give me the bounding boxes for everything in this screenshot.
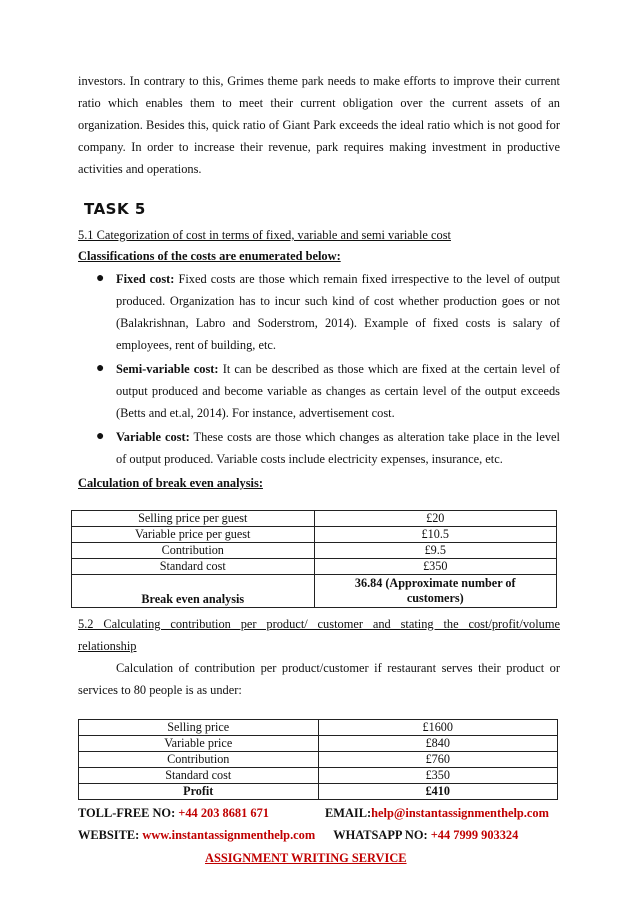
bullet-term: Variable cost:: [116, 430, 190, 444]
table-cell: £350: [314, 559, 557, 575]
tollfree-number-link[interactable]: +44 203 8681 671: [178, 806, 269, 820]
table-cell: £760: [318, 752, 558, 768]
break-even-table: [71, 510, 557, 608]
table-row: [79, 784, 558, 800]
whatsapp-label: WHATSAPP NO:: [333, 828, 431, 842]
bullet-icon: ●: [96, 361, 105, 376]
website-link[interactable]: www.instantassignmenthelp.com: [142, 828, 316, 842]
cost-classification-list: [78, 268, 560, 472]
table-row: [72, 527, 557, 543]
list-item: [78, 358, 560, 424]
table-row: [72, 559, 557, 575]
task-title: TASK 5: [84, 200, 146, 218]
table-cell: Variable price per guest: [72, 527, 315, 543]
bullet-text: It can be described as those which are fixed at the certain level of output produced and become variable as changes as certain level of the output exceeds (Betts and et.al, 2014). For instance, advertisement cost.: [116, 362, 561, 420]
table-cell: £20: [314, 511, 557, 527]
break-even-heading: Calculation of break even analysis:: [78, 476, 263, 490]
bullet-icon: ●: [96, 271, 105, 286]
table-cell: Contribution: [79, 752, 319, 768]
footer-service-title: ASSIGNMENT WRITING SERVICE: [205, 851, 407, 865]
table-row: [72, 543, 557, 559]
table-cell: £350: [318, 768, 558, 784]
table-cell: £9.5: [314, 543, 557, 559]
table-row: [72, 575, 557, 608]
website-label: WEBSITE:: [78, 828, 143, 842]
table-cell: Contribution: [72, 543, 315, 559]
bullet-term: Semi-variable cost:: [116, 362, 219, 376]
bullet-text: Fixed costs are those which remain fixed irrespective to the level of output produced. Organization has to incur such kind of cost whether production goes or not (Balakrishnan, Labro and Soderstrom, 2014). Example of fixed costs is salary of employees, rent of building, etc.: [116, 272, 560, 352]
table-cell: Profit: [79, 784, 319, 800]
tollfree-label: TOLL-FREE NO:: [78, 806, 179, 820]
bullet-text: These costs are those which changes as alteration take place in the level of output produced. Variable costs include electricity expenses, insurance, etc.: [116, 430, 561, 466]
whatsapp-number-link[interactable]: +44 7999 903324: [430, 828, 519, 842]
table-cell: £1600: [318, 720, 558, 736]
table-cell: Standard cost: [72, 559, 315, 575]
table-cell: Selling price: [79, 720, 319, 736]
table-row: [72, 511, 557, 527]
list-item: [78, 426, 560, 470]
classifications-heading: Classifications of the costs are enumerated below:: [78, 249, 341, 263]
list-item: [78, 268, 560, 356]
table-cell: Selling price per guest: [72, 511, 315, 527]
table-row: [79, 768, 558, 784]
table-row: [79, 736, 558, 752]
section-5-2-heading: 5.2 Calculating contribution per product/ customer and stating the cost/profit/volume relationship: [78, 617, 560, 653]
email-link[interactable]: help@instantassignmenthelp.com: [371, 806, 549, 820]
calculation-paragraph: Calculation of contribution per product/customer if restaurant serves their product or services to 80 people is as under:: [78, 661, 560, 697]
table-cell: £840: [318, 736, 558, 752]
intro-paragraph: investors. In contrary to this, Grimes theme park needs to make efforts to improve their current ratio which enables them to meet their current obligation over the current assets of an organization. Besides this, quick ratio of Giant Park exceeds the ideal ratio which is not good for company. In order to increase their revenue, park requires making investment in productive activities and operations.: [78, 74, 560, 176]
footer-contact-line-1: [78, 806, 549, 821]
table-cell: Variable price: [79, 736, 319, 752]
email-label: EMAIL:: [325, 806, 372, 820]
section-5-1-heading: 5.1 Categorization of cost in terms of fixed, variable and semi variable cost: [78, 228, 451, 242]
table-cell: £410: [318, 784, 558, 800]
footer-contact-line-2: [78, 828, 518, 843]
bullet-icon: ●: [96, 429, 105, 444]
table-cell: 36.84 (Approximate number of customers): [314, 575, 557, 608]
table-row: [79, 752, 558, 768]
table-row: [79, 720, 558, 736]
contribution-table: [78, 719, 558, 800]
bullet-term: Fixed cost:: [116, 272, 175, 286]
table-cell: Standard cost: [79, 768, 319, 784]
table-cell: £10.5: [314, 527, 557, 543]
table-cell: Break even analysis: [72, 575, 315, 608]
